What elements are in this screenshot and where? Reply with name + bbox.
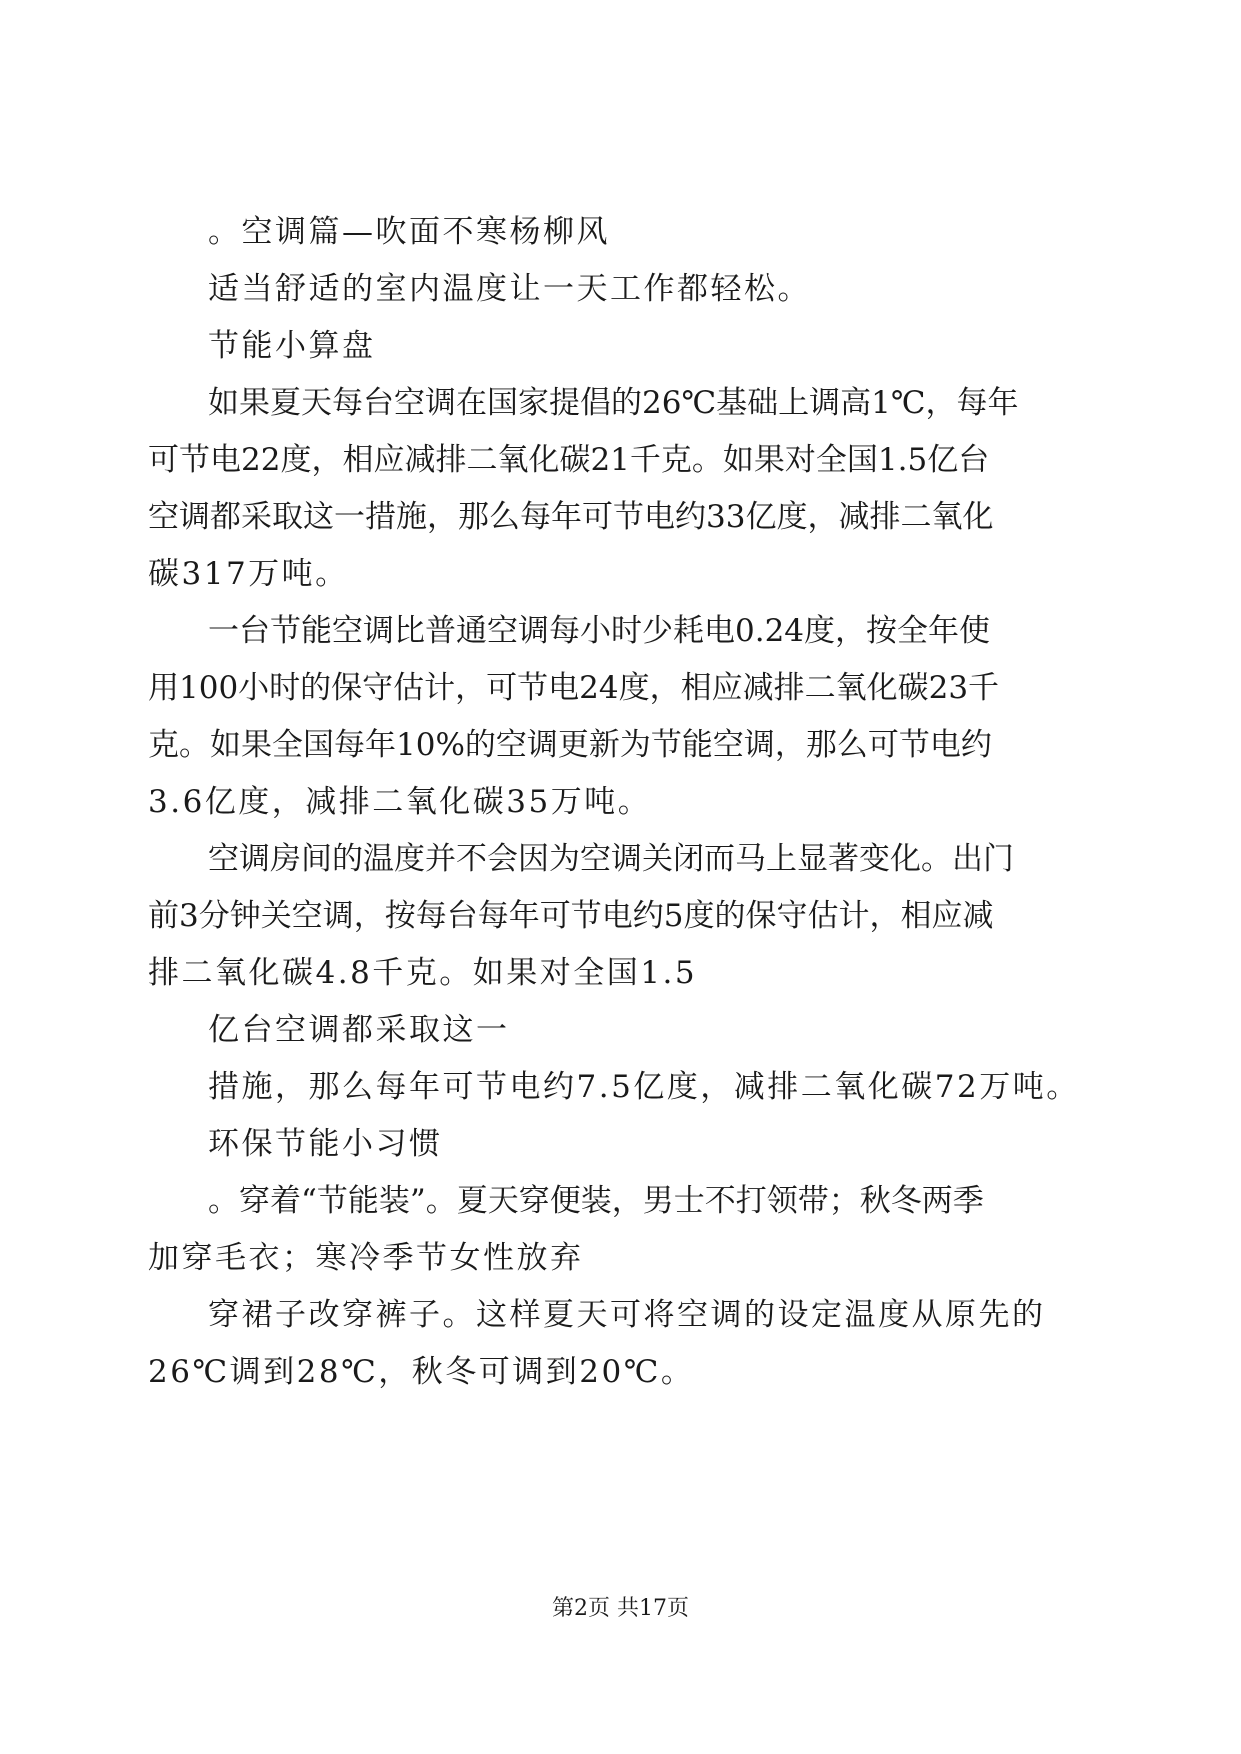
paragraph-line: 穿裙子改穿裤子。这样夏天可将空调的设定温度从原先的	[208, 1297, 1046, 1333]
paragraph-line: 如果夏天每台空调在国家提倡的26℃基础上调高1℃，每年	[208, 385, 1019, 421]
paragraph-line: 亿台空调都采取这一	[208, 1012, 510, 1048]
subheading-energy-calc: 节能小算盘	[208, 328, 376, 364]
paragraph-line: 可节电22度，相应减排二氧化碳21千克。如果对全国1.5亿台	[148, 442, 990, 478]
page-number-footer: 第2页 共17页	[552, 1596, 689, 1621]
paragraph-line: 3.6亿度，减排二氧化碳35万吨。	[148, 784, 652, 820]
paragraph-line: 空调房间的温度并不会因为空调关闭而马上显著变化。出门	[208, 841, 1014, 877]
paragraph-line: 措施，那么每年可节电约7.5亿度，减排二氧化碳72万吨。	[208, 1069, 1080, 1105]
paragraph-line: 26℃调到28℃，秋冬可调到20℃。	[148, 1354, 695, 1390]
paragraph-line: 加穿毛衣；寒冷季节女性放弃	[148, 1240, 584, 1276]
paragraph-line: 克。如果全国每年10%的空调更新为节能空调，那么可节电约	[148, 727, 992, 763]
paragraph-line: 用100小时的保守估计，可节电24度，相应减排二氧化碳23千	[148, 670, 1000, 706]
paragraph-line: 。穿着“节能装”。夏天穿便装，男士不打领带；秋冬两季	[208, 1183, 984, 1219]
paragraph-line: 前3分钟关空调，按每台每年可节电约5度的保守估计，相应减	[148, 898, 994, 934]
paragraph-line: 空调都采取这一措施，那么每年可节电约33亿度，减排二氧化	[148, 499, 994, 535]
paragraph-line: 排二氧化碳4.8千克。如果对全国1.5	[148, 955, 698, 991]
paragraph-line: 适当舒适的室内温度让一天工作都轻松。	[208, 271, 811, 307]
paragraph-line: 一台节能空调比普通空调每小时少耗电0.24度，按全年使	[208, 613, 991, 649]
paragraph-line: 碳317万吨。	[148, 556, 349, 592]
section-heading-air-conditioner: 。空调篇—吹面不寒杨柳风	[208, 214, 610, 250]
subheading-eco-habits: 环保节能小习惯	[208, 1126, 443, 1162]
